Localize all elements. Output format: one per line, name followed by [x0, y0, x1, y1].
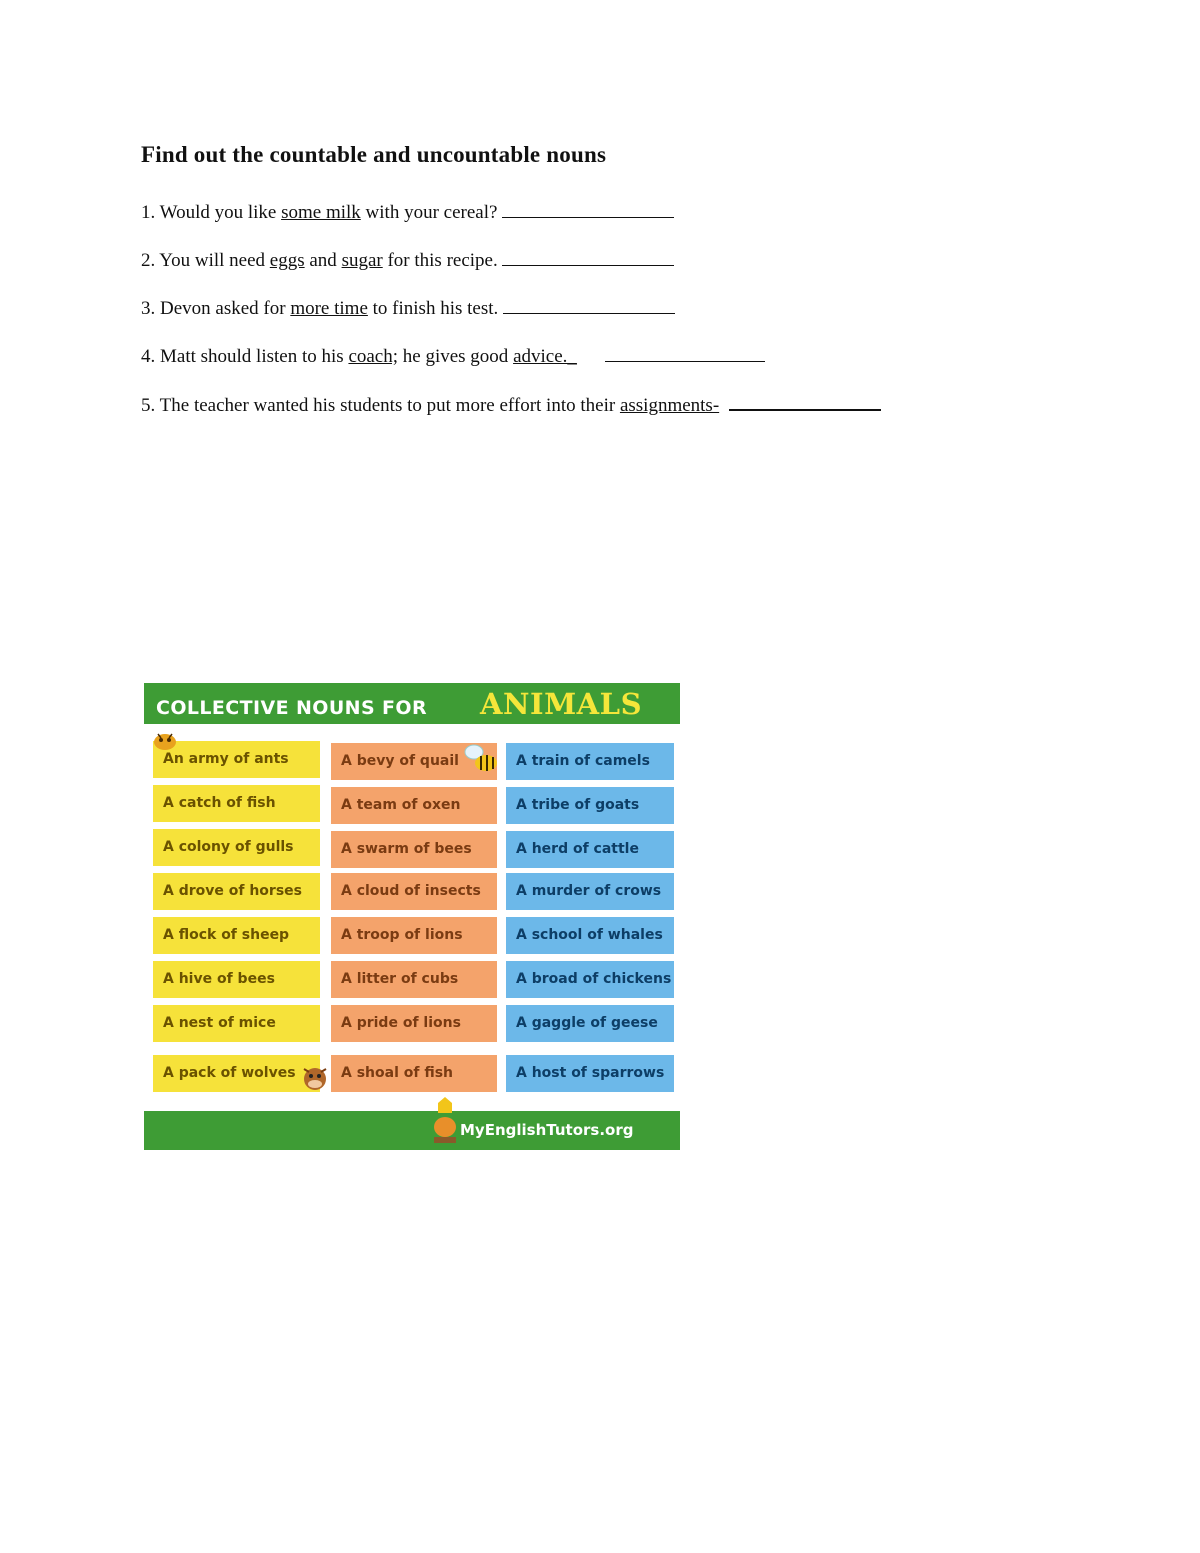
question-2 [141, 247, 674, 273]
collective-nouns-poster [144, 683, 680, 1150]
underlined-noun: eggs [269, 250, 305, 271]
answer-blank[interactable] [605, 343, 765, 362]
answer-blank[interactable] [729, 391, 881, 411]
underlined-noun: coach; [348, 346, 399, 367]
poster-footer [144, 1111, 680, 1150]
noun-cell: A colony of gulls [153, 829, 320, 866]
noun-cell: A pack of wolves [153, 1055, 320, 1092]
noun-cell: A nest of mice [153, 1005, 320, 1042]
noun-cell: A train of camels [506, 743, 674, 780]
worksheet-title: Find out the countable and uncountable nouns [141, 142, 607, 167]
question-text: he gives good [398, 346, 514, 367]
underlined-noun: sugar [341, 250, 383, 271]
underlined-noun: assignments- [619, 395, 720, 416]
question-5 [141, 391, 881, 418]
bee-icon [462, 743, 502, 777]
noun-cell: A tribe of goats [506, 787, 674, 824]
question-3 [141, 295, 675, 321]
question-text: 1. Would you like [141, 202, 282, 223]
question-text: 4. Matt should listen to his [141, 346, 349, 367]
noun-cell: A murder of crows [506, 873, 674, 910]
poster-header-lead: COLLECTIVE NOUNS FOR [156, 697, 428, 719]
noun-cell: A flock of sheep [153, 917, 320, 954]
noun-cell: A catch of fish [153, 785, 320, 822]
brand-label: MyEnglishTutors.org [460, 1121, 634, 1139]
question-text: to finish his test. [367, 298, 504, 319]
underlined-noun: some milk [281, 202, 361, 223]
poster-header-title: ANIMALS [480, 687, 643, 721]
noun-cell: A host of sparrows [506, 1055, 674, 1092]
question-text: 5. The teacher wanted his students to put more effort into their [141, 395, 620, 416]
poster-header [144, 683, 680, 724]
underlined-noun: advice._ [513, 346, 577, 367]
question-text: with your cereal? [360, 202, 503, 223]
question-text: 3. Devon asked for [141, 298, 291, 319]
noun-cell: A herd of cattle [506, 831, 674, 868]
answer-blank[interactable] [503, 295, 675, 314]
noun-cell: A bevy of quail [331, 743, 497, 780]
question-1 [141, 199, 674, 225]
noun-cell: A cloud of insects [331, 873, 497, 910]
noun-cell: An army of ants [153, 741, 320, 778]
cow-icon [300, 1063, 330, 1093]
noun-cell: A pride of lions [331, 1005, 497, 1042]
noun-cell: A troop of lions [331, 917, 497, 954]
owl-icon [430, 1097, 460, 1147]
question-text: and [304, 250, 342, 271]
noun-cell: A team of oxen [331, 787, 497, 824]
noun-cell: A shoal of fish [331, 1055, 497, 1092]
question-4 [141, 343, 765, 369]
noun-cell: A hive of bees [153, 961, 320, 998]
underlined-noun: more time [290, 298, 368, 319]
answer-blank[interactable] [502, 247, 674, 266]
question-text: 2. You will need [141, 250, 270, 271]
noun-cell: A swarm of bees [331, 831, 497, 868]
noun-cell: A litter of cubs [331, 961, 497, 998]
noun-cell: A gaggle of geese [506, 1005, 674, 1042]
noun-cell: A school of whales [506, 917, 674, 954]
ant-icon [152, 729, 178, 751]
question-text: for this recipe. [382, 250, 503, 271]
noun-cell: A broad of chickens [506, 961, 674, 998]
answer-blank[interactable] [502, 199, 674, 218]
noun-cell: A drove of horses [153, 873, 320, 910]
